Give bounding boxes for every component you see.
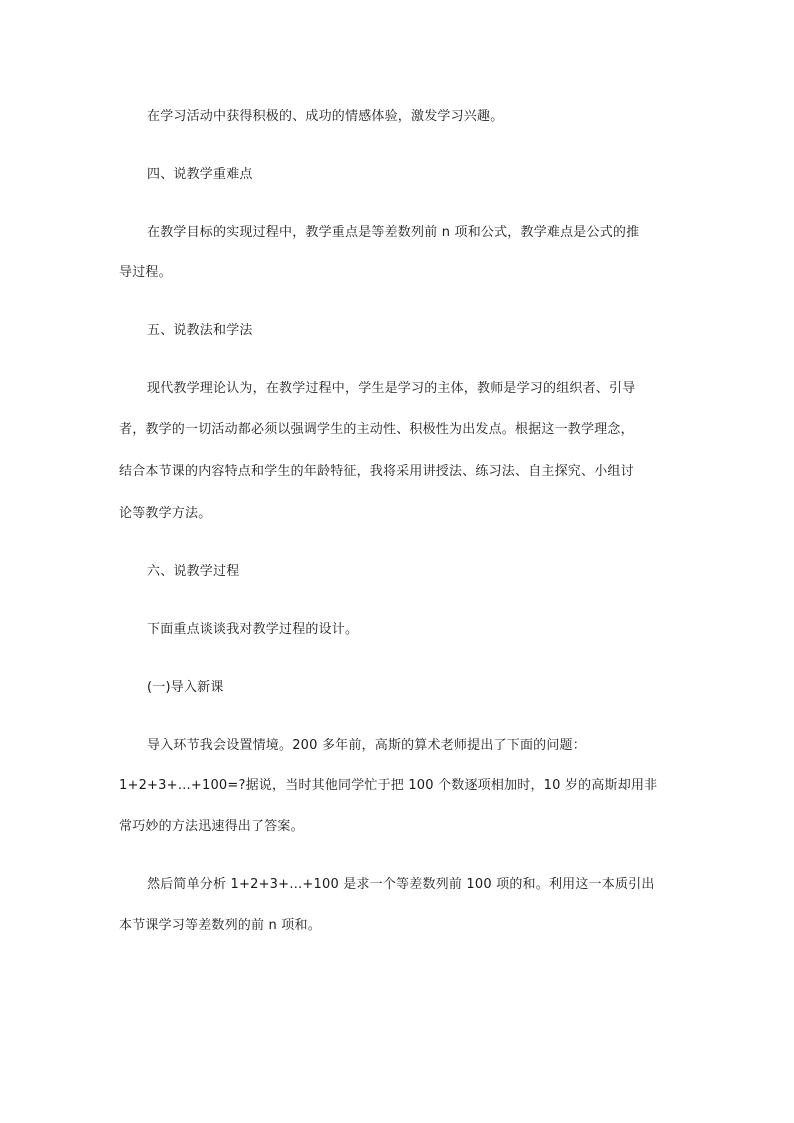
paragraph-line: 常巧妙的方法迅速得出了答案。 (119, 819, 304, 834)
paragraph-line: 下面重点谈谈我对教学过程的设计。 (147, 622, 359, 637)
paragraph-line: 论等教学方法。 (119, 506, 212, 521)
paragraph-line: 然后简单分析 1+2+3+…+100 是求一个等差数列前 100 项的和。利用这一本质引出 (147, 877, 655, 892)
section-heading: 四、说教学重难点 (147, 167, 253, 182)
subsection-heading: (一)导入新课 (147, 680, 224, 695)
paragraph-line: 导过程。 (119, 265, 172, 280)
section-heading: 六、说教学过程 (147, 564, 240, 579)
paragraph-line: 者，教学的一切活动都必须以强调学生的主动性、积极性为出发点。根据这一教学理念， (119, 422, 634, 437)
paragraph-line: 在教学目标的实现过程中，教学重点是等差数列前 n 项和公式，教学难点是公式的推 (147, 225, 640, 240)
section-heading: 五、说教法和学法 (147, 323, 253, 338)
paragraph-line: 本节课学习等差数列的前 n 项和。 (119, 918, 321, 933)
paragraph-line: 1+2+3+…+100=?据说，当时其他同学忙于把 100 个数逐项相加时，10 岁的高斯却用非 (119, 778, 658, 793)
paragraph-line: 导入环节我会设置情境。200 多年前，高斯的算术老师提出了下面的问题： (147, 738, 586, 753)
paragraph-line: 现代教学理论认为，在教学过程中，学生是学习的主体，教师是学习的组织者、引导 (147, 381, 636, 396)
paragraph-line: 在学习活动中获得积极的、成功的情感体验，激发学习兴趣。 (147, 109, 504, 124)
paragraph-line: 结合本节课的内容特点和学生的年龄特征，我将采用讲授法、练习法、自主探究、小组讨 (119, 464, 634, 479)
